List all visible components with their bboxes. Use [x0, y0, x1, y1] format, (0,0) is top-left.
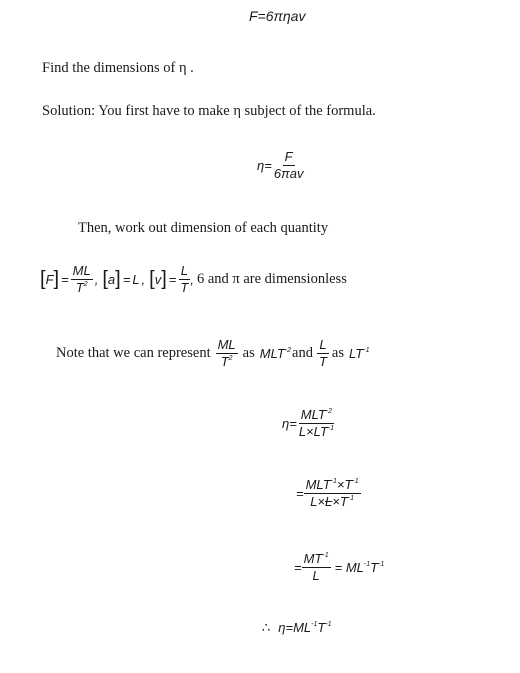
note-fraction-1 [216, 338, 238, 369]
note-fraction-1-numerator: ML [217, 337, 236, 352]
note-fraction-1-denominator: $T^2$ [220, 354, 233, 369]
step-2-lhs: = [296, 486, 304, 501]
note-as-2: as [331, 345, 345, 361]
equals: = [168, 272, 177, 287]
v-dim-numerator: L [180, 263, 188, 278]
note-fraction-2-numerator: L [319, 337, 327, 352]
therefore-symbol: ∴ [262, 620, 271, 635]
eta-formula [257, 150, 305, 181]
step-1 [282, 408, 336, 439]
then-text: Then, work out dimension of each quantity [78, 220, 329, 236]
step-1-numerator: $MLT^{-2}$ [300, 407, 333, 422]
v-dim-fraction [178, 264, 190, 295]
solution-text: Solution: You first have to make η subject of the formula. [42, 103, 376, 119]
equals: = [61, 272, 69, 287]
eta-fraction [272, 150, 306, 181]
top-formula: F=6πηav [249, 8, 306, 24]
bracket-open: [ [149, 268, 155, 290]
dimensions-row [40, 264, 347, 295]
step-2-denominator: $L\times L\times T^{-1}$ [310, 494, 355, 509]
v-dim-denominator: T [180, 280, 189, 295]
step-2-fraction [304, 478, 361, 509]
cancelled-L: L [325, 494, 333, 509]
step-3-numerator: $MT^{-1}$ [303, 551, 329, 566]
step-3-denominator: L [312, 568, 320, 583]
note-row [56, 338, 369, 369]
eta-denominator: 6πav [273, 166, 304, 181]
v-symbol: v [154, 272, 162, 287]
F-dim-fraction [71, 264, 93, 295]
step-3-lhs: = [294, 560, 302, 575]
F-dim-denominator: $T^2$ [75, 280, 88, 295]
step-3 [294, 552, 384, 583]
step-2 [296, 478, 361, 509]
question-text: Find the dimensions of η . [42, 60, 194, 76]
F-symbol: F [45, 272, 54, 287]
note-and: and [292, 345, 313, 361]
note-fraction-2 [317, 338, 329, 369]
dimensionless-note: 6 and π are dimensionless [196, 271, 347, 287]
step-1-lhs: η= [282, 416, 297, 431]
step-3-result: = $ML^{-1}T^{-1}$ [334, 560, 385, 575]
comma: , [141, 272, 146, 287]
note-as-1: as [242, 345, 255, 361]
bracket-open: [ [40, 268, 46, 290]
note-rep-1: $MLT^{-2}$ [259, 346, 292, 361]
step-3-fraction [302, 552, 331, 583]
comma: , [94, 272, 99, 287]
eta-lhs: η= [257, 158, 272, 173]
note-fraction-2-denominator: T [318, 354, 327, 369]
equals: = [122, 272, 131, 287]
bracket-close: ] [53, 268, 60, 290]
note-prefix: Note that we can represent [56, 345, 211, 361]
bracket-close: ] [115, 268, 121, 290]
note-rep-2: $LT^{-1}$ [349, 346, 370, 361]
comma: , [190, 272, 194, 287]
step-1-denominator: $L\times LT^{-1}$ [298, 424, 335, 439]
bracket-close: ] [161, 268, 167, 290]
step-1-fraction [297, 408, 336, 439]
F-dim-numerator: ML [72, 263, 91, 278]
final-result: ∴ $\eta=ML^{-1}T^{-1}$ [262, 620, 332, 635]
step-2-numerator: $MLT^{-1}\times T^{-1}$ [305, 477, 359, 492]
eta-numerator: F [284, 149, 293, 164]
a-symbol: a [107, 272, 116, 287]
a-dim: L [132, 272, 140, 287]
bracket-open: [ [102, 268, 108, 290]
